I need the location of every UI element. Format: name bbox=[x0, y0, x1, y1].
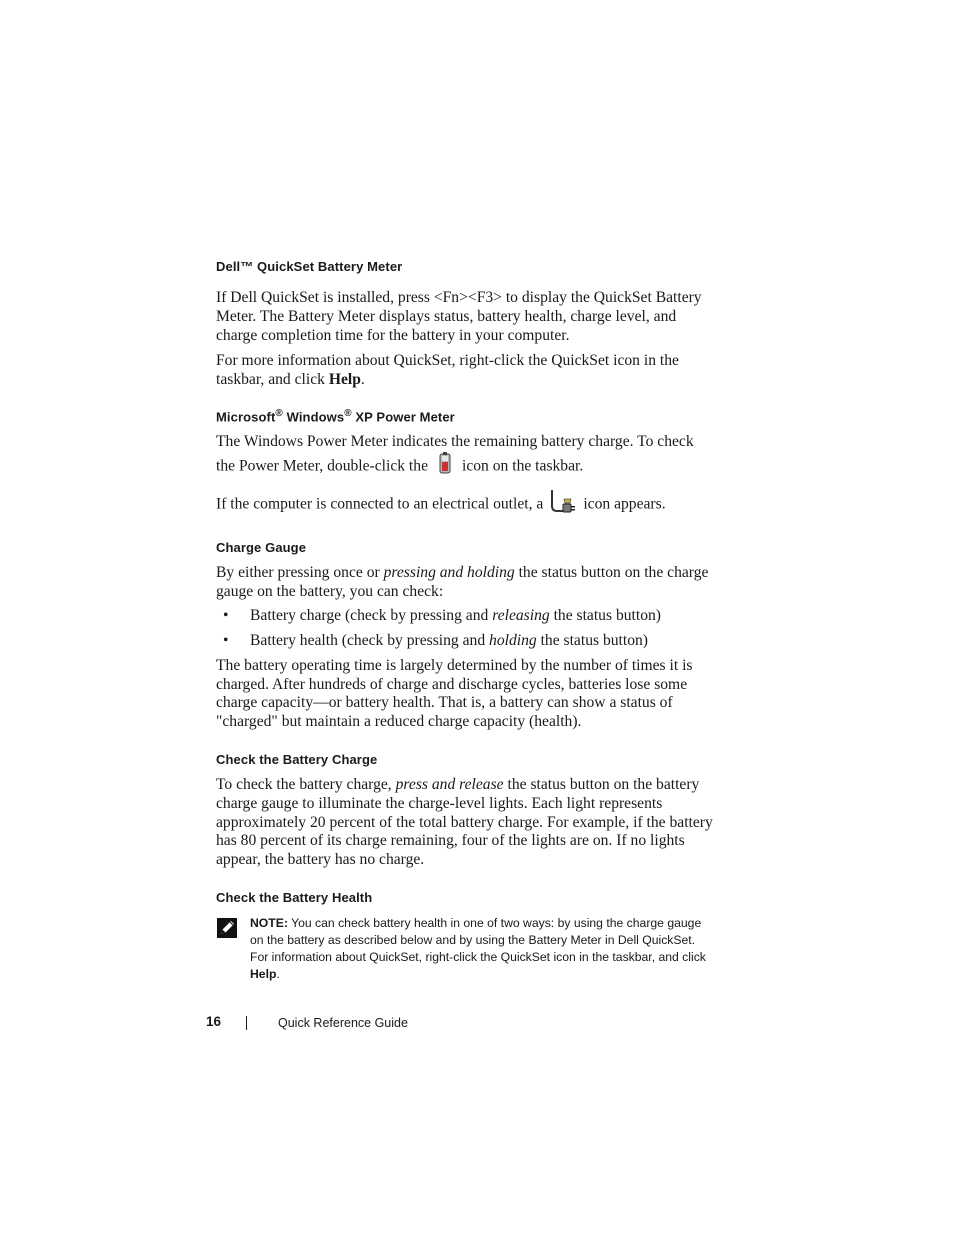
note-text: NOTE: You can check battery health in one of two ways: by using the charge gauge on the battery as described below and by using the Battery Meter in Dell QuickSet. For information about QuickSet, right-click the QuickSet icon in the taskbar, and click Help. bbox=[250, 916, 706, 982]
guide-title: Quick Reference Guide bbox=[278, 1016, 408, 1030]
charge-gauge-intro: By either pressing once or pressing and holding the status button on the charge gauge on the battery, you can check: bbox=[216, 563, 709, 600]
page-content bbox=[216, 259, 716, 983]
heading-check-battery-charge: Check the Battery Charge bbox=[216, 752, 378, 768]
charge-gauge-list bbox=[216, 607, 716, 651]
note-label: NOTE: bbox=[250, 916, 288, 931]
page-number: 16 bbox=[206, 1014, 222, 1029]
note-pencil-icon bbox=[216, 915, 250, 944]
heading-check-battery-health: Check the Battery Health bbox=[216, 890, 373, 906]
battery-operating-time-text: The battery operating time is largely determined by the number of times it is charged. After hundreds of charge and discharge cycles, batteries lose some charge capacity—or battery health. That is, a battery can show a status of "charged" but maintain a reduced charge capacity (health). bbox=[216, 656, 693, 731]
help-menu-label: Help bbox=[250, 967, 277, 982]
ac-power-text: If the computer is connected to an electrical outlet, a icon appears. bbox=[216, 488, 716, 522]
ac-power-plug-icon bbox=[549, 488, 577, 522]
list-item: • Battery health (check by pressing and holding the status button) bbox=[223, 632, 648, 650]
battery-meter-icon bbox=[434, 452, 456, 482]
footer-divider bbox=[246, 1016, 247, 1030]
power-meter-description: The Windows Power Meter indicates the remaining battery charge. To check the Power Meter, double-click the icon on the taskbar. bbox=[216, 433, 716, 482]
heading-windows-power-meter: Microsoft® Windows® XP Power Meter bbox=[216, 407, 455, 425]
list-item: • Battery charge (check by pressing and releasing the status button) bbox=[223, 607, 661, 625]
quickset-help-text: For more information about QuickSet, right-click the QuickSet icon in the taskbar, and click Help. bbox=[216, 352, 679, 389]
heading-charge-gauge: Charge Gauge bbox=[216, 539, 307, 555]
help-menu-label: Help bbox=[328, 371, 361, 389]
note-box bbox=[216, 915, 716, 983]
heading-quickset-battery-meter: Dell™ QuickSet Battery Meter bbox=[216, 259, 403, 274]
battery-charge-text: To check the battery charge, press and release the status button on the battery charge gauge to illuminate the charge-level lights. Each light represents approximately 20 percent of the total battery charge. For example, if the battery has 80 percent of its charge remaining, four of the lights are on. If no lights appear, the battery has no charge. bbox=[216, 776, 713, 869]
quickset-description: If Dell QuickSet is installed, press <Fn><F3> to display the QuickSet Battery Meter. The Battery Meter displays status, battery health, charge level, and charge completion time for the battery in your computer. bbox=[216, 289, 702, 344]
